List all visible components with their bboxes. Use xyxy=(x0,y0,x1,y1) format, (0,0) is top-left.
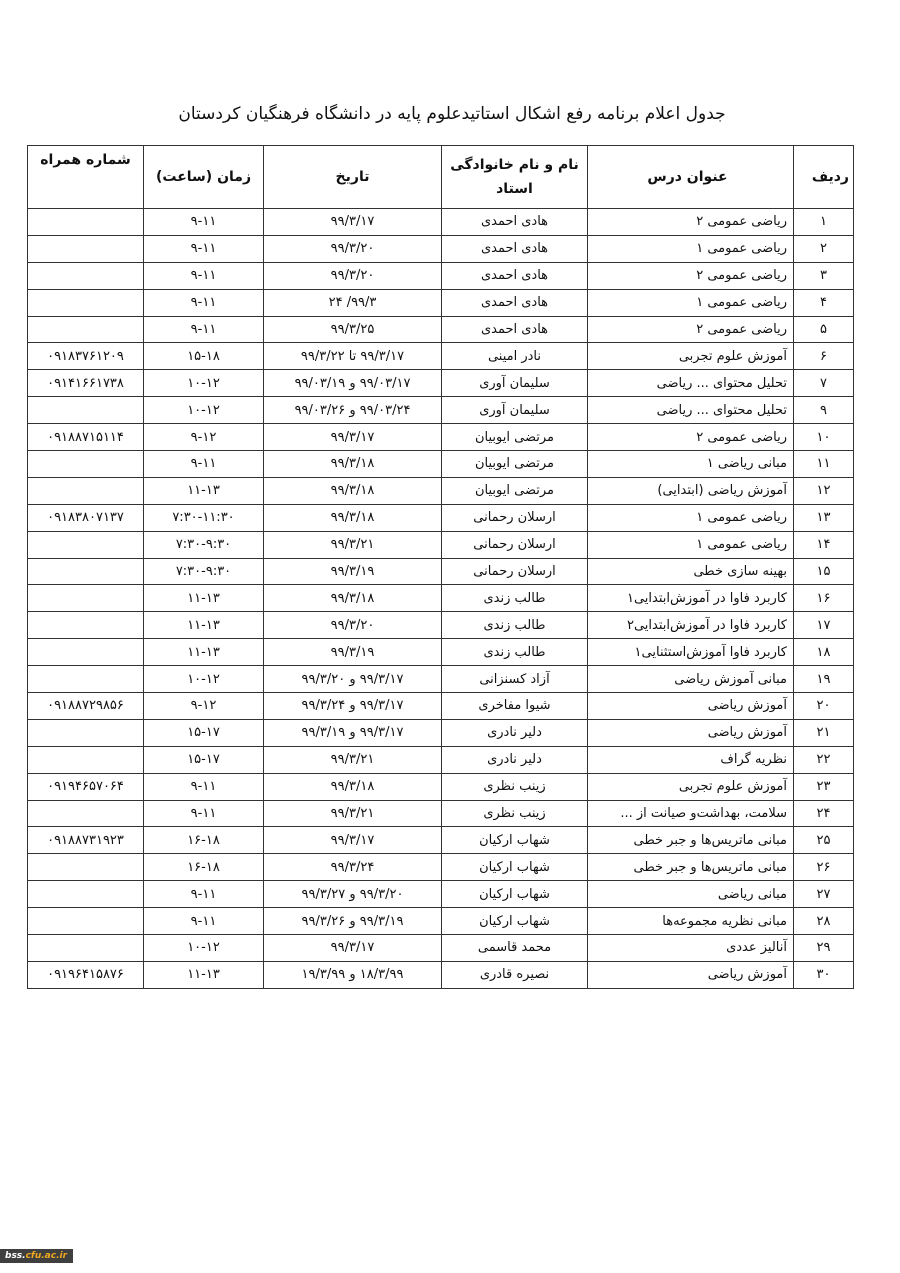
table-row xyxy=(28,800,854,827)
cell-phone: ۰۹۱۴۱۶۶۱۷۳۸ xyxy=(28,370,144,397)
cell-course-title: ریاضی عمومی ۲ xyxy=(588,424,794,451)
cell-date: ۹۹/۳/۱۷ و ۹۹/۳/۲۰ xyxy=(264,666,442,693)
cell-teacher-name: مرتضی ایوبیان xyxy=(442,424,588,451)
cell-row-number: ۲۰ xyxy=(794,693,854,720)
cell-row-number: ۶ xyxy=(794,343,854,370)
table-row xyxy=(28,370,854,397)
table-row xyxy=(28,451,854,478)
cell-time: ۱۱-۱۳ xyxy=(144,612,264,639)
table-row xyxy=(28,961,854,988)
cell-time: ۷:۳۰-۹:۳۰ xyxy=(144,558,264,585)
cell-time: ۹-۱۱ xyxy=(144,451,264,478)
cell-time: ۱۱-۱۳ xyxy=(144,477,264,504)
cell-date: ۹۹/۳/۱۸ xyxy=(264,585,442,612)
cell-course-title: سلامت، بهداشت‌و صیانت از ... xyxy=(588,800,794,827)
cell-teacher-name: هادی احمدی xyxy=(442,235,588,262)
table-row xyxy=(28,424,854,451)
header-teacher-line1: نام و نام خانوادگی xyxy=(450,157,579,173)
cell-teacher-name: شیوا مفاخری xyxy=(442,693,588,720)
cell-date: ۹۹/۳/۱۷ xyxy=(264,424,442,451)
table-row xyxy=(28,343,854,370)
cell-course-title: مبانی ماتریس‌ها و جبر خطی xyxy=(588,827,794,854)
cell-phone: ۰۹۱۹۴۶۵۷۰۶۴ xyxy=(28,773,144,800)
cell-phone: ۰۹۱۹۶۴۱۵۸۷۶ xyxy=(28,961,144,988)
cell-time: ۹-۱۱ xyxy=(144,881,264,908)
cell-teacher-name: هادی احمدی xyxy=(442,262,588,289)
cell-course-title: آموزش ریاضی xyxy=(588,719,794,746)
cell-time: ۹-۱۱ xyxy=(144,773,264,800)
cell-teacher-name: هادی احمدی xyxy=(442,289,588,316)
cell-date: ۹۹/۳/۱۷ xyxy=(264,209,442,236)
cell-time: ۷:۳۰-۹:۳۰ xyxy=(144,531,264,558)
cell-teacher-name: شهاب ارکیان xyxy=(442,908,588,935)
cell-teacher-name: سلیمان آوری xyxy=(442,397,588,424)
cell-phone xyxy=(28,235,144,262)
cell-course-title: کاربرد فاوا آموزش‌استثنایی۱ xyxy=(588,639,794,666)
table-row xyxy=(28,235,854,262)
cell-row-number: ۱۸ xyxy=(794,639,854,666)
cell-time: ۹-۱۱ xyxy=(144,908,264,935)
watermark-suffix: cfu.ac.ir xyxy=(25,1251,68,1261)
table-row xyxy=(28,316,854,343)
cell-phone xyxy=(28,316,144,343)
table-row xyxy=(28,827,854,854)
cell-row-number: ۱۱ xyxy=(794,451,854,478)
cell-row-number: ۲۲ xyxy=(794,746,854,773)
cell-course-title: آموزش ریاضی xyxy=(588,693,794,720)
cell-phone xyxy=(28,585,144,612)
cell-row-number: ۲۱ xyxy=(794,719,854,746)
table-row xyxy=(28,854,854,881)
cell-time: ۱۶-۱۸ xyxy=(144,827,264,854)
cell-date: ۹۹/۰۳/۱۷ و ۹۹/۰۳/۱۹ xyxy=(264,370,442,397)
cell-phone: ۰۹۱۸۸۷۱۵۱۱۴ xyxy=(28,424,144,451)
cell-teacher-name: آزاد کسنزانی xyxy=(442,666,588,693)
cell-phone xyxy=(28,397,144,424)
table-row xyxy=(28,881,854,908)
cell-phone: ۰۹۱۸۸۷۲۹۸۵۶ xyxy=(28,693,144,720)
cell-time: ۱۰-۱۲ xyxy=(144,370,264,397)
cell-teacher-name: سلیمان آوری xyxy=(442,370,588,397)
header-date: تاریخ xyxy=(264,146,442,209)
cell-row-number: ۱۴ xyxy=(794,531,854,558)
cell-time: ۱۵-۱۷ xyxy=(144,746,264,773)
cell-date: ۹۹/۳/۲۰ و ۹۹/۳/۲۷ xyxy=(264,881,442,908)
cell-teacher-name: طالب زندی xyxy=(442,612,588,639)
table-row xyxy=(28,908,854,935)
cell-course-title: آموزش ریاضی (ابتدایی) xyxy=(588,477,794,504)
cell-date: ۹۹/۳/۱۷ xyxy=(264,935,442,962)
header-teacher-name xyxy=(442,146,588,209)
cell-course-title: آموزش علوم تجربی xyxy=(588,343,794,370)
table-row xyxy=(28,773,854,800)
cell-course-title: کاربرد فاوا در آموزش‌ابتدایی۱ xyxy=(588,585,794,612)
cell-phone xyxy=(28,908,144,935)
cell-row-number: ۲ xyxy=(794,235,854,262)
cell-course-title: مبانی ریاضی ۱ xyxy=(588,451,794,478)
cell-time: ۹-۱۲ xyxy=(144,693,264,720)
cell-date: ۹۹/۳/۲۱ xyxy=(264,531,442,558)
cell-row-number: ۱۳ xyxy=(794,504,854,531)
cell-date: ۹۹/۳/۲۰ xyxy=(264,262,442,289)
cell-date: ۹۹/۳/۲۱ xyxy=(264,800,442,827)
header-phone: شماره همراه xyxy=(28,146,144,209)
cell-course-title: کاربرد فاوا در آموزش‌ابتدایی۲ xyxy=(588,612,794,639)
cell-time: ۱۰-۱۲ xyxy=(144,666,264,693)
cell-date: ۹۹/۳/۱۸ xyxy=(264,477,442,504)
cell-date: ۱۸/۳/۹۹ و ۱۹/۳/۹۹ xyxy=(264,961,442,988)
cell-row-number: ۱ xyxy=(794,209,854,236)
cell-row-number: ۲۹ xyxy=(794,935,854,962)
cell-time: ۱۱-۱۳ xyxy=(144,585,264,612)
cell-time: ۱۰-۱۲ xyxy=(144,397,264,424)
cell-date: ۹۹/۳/۱۷ و ۹۹/۳/۱۹ xyxy=(264,719,442,746)
cell-teacher-name: دلیر نادری xyxy=(442,719,588,746)
cell-phone xyxy=(28,854,144,881)
cell-row-number: ۳۰ xyxy=(794,961,854,988)
cell-date: ۹۹/۳/۱۸ xyxy=(264,451,442,478)
cell-date: ۹۹/۳/۱۸ xyxy=(264,773,442,800)
table-row xyxy=(28,504,854,531)
cell-row-number: ۱۰ xyxy=(794,424,854,451)
cell-row-number: ۹ xyxy=(794,397,854,424)
cell-teacher-name: شهاب ارکیان xyxy=(442,881,588,908)
cell-teacher-name: ارسلان رحمانی xyxy=(442,504,588,531)
cell-phone xyxy=(28,881,144,908)
cell-course-title: ریاضی عمومی ۲ xyxy=(588,316,794,343)
cell-row-number: ۲۴ xyxy=(794,800,854,827)
cell-course-title: نظریه گراف xyxy=(588,746,794,773)
cell-date: ۹۹/۳/۱۷ تا ۹۹/۳/۲۲ xyxy=(264,343,442,370)
table-row xyxy=(28,262,854,289)
table-row xyxy=(28,289,854,316)
cell-time: ۱۶-۱۸ xyxy=(144,854,264,881)
header-course-title: عنوان درس xyxy=(588,146,794,209)
cell-time: ۱۰-۱۲ xyxy=(144,935,264,962)
cell-time: ۱۱-۱۳ xyxy=(144,639,264,666)
site-watermark-badge xyxy=(0,1249,73,1263)
cell-date: ۹۹/۳/۱۷ xyxy=(264,827,442,854)
cell-course-title: تحلیل محتوای ... ریاضی xyxy=(588,397,794,424)
table-row xyxy=(28,397,854,424)
cell-phone xyxy=(28,719,144,746)
cell-course-title: ریاضی عمومی ۱ xyxy=(588,531,794,558)
cell-phone xyxy=(28,800,144,827)
cell-time: ۹-۱۲ xyxy=(144,424,264,451)
page-title-text: جدول اعلام برنامه رفع اشکال استاتیدعلوم پایه در دانشگاه فرهنگیان کردستان xyxy=(178,104,726,124)
cell-phone xyxy=(28,935,144,962)
table-row xyxy=(28,531,854,558)
cell-row-number: ۳ xyxy=(794,262,854,289)
cell-teacher-name: ارسلان رحمانی xyxy=(442,558,588,585)
cell-row-number: ۱۶ xyxy=(794,585,854,612)
cell-course-title: ریاضی عمومی ۲ xyxy=(588,209,794,236)
cell-row-number: ۷ xyxy=(794,370,854,397)
cell-date: ۹۹/۳/۲۰ xyxy=(264,612,442,639)
cell-course-title: ریاضی عمومی ۲ xyxy=(588,262,794,289)
table-body xyxy=(28,209,854,989)
table-row xyxy=(28,639,854,666)
cell-row-number: ۵ xyxy=(794,316,854,343)
cell-teacher-name: مرتضی ایوبیان xyxy=(442,451,588,478)
cell-course-title: ریاضی عمومی ۱ xyxy=(588,235,794,262)
cell-teacher-name: محمد قاسمی xyxy=(442,935,588,962)
cell-phone xyxy=(28,289,144,316)
cell-time: ۹-۱۱ xyxy=(144,316,264,343)
cell-teacher-name: دلیر نادری xyxy=(442,746,588,773)
cell-teacher-name: نادر امینی xyxy=(442,343,588,370)
cell-teacher-name: مرتضی ایوبیان xyxy=(442,477,588,504)
cell-row-number: ۲۶ xyxy=(794,854,854,881)
cell-phone xyxy=(28,451,144,478)
table-row xyxy=(28,666,854,693)
cell-row-number: ۱۲ xyxy=(794,477,854,504)
table-row xyxy=(28,746,854,773)
cell-course-title: آموزش ریاضی xyxy=(588,961,794,988)
cell-phone: ۰۹۱۸۸۷۳۱۹۲۳ xyxy=(28,827,144,854)
cell-course-title: ریاضی عمومی ۱ xyxy=(588,289,794,316)
cell-course-title: مبانی ماتریس‌ها و جبر خطی xyxy=(588,854,794,881)
cell-date: ۹۹/۳/۱۹ و ۹۹/۳/۲۶ xyxy=(264,908,442,935)
cell-time: ۱۱-۱۳ xyxy=(144,961,264,988)
cell-teacher-name: زینب نظری xyxy=(442,773,588,800)
cell-row-number: ۴ xyxy=(794,289,854,316)
cell-row-number: ۲۷ xyxy=(794,881,854,908)
cell-time: ۷:۳۰-۱۱:۳۰ xyxy=(144,504,264,531)
cell-teacher-name: شهاب ارکیان xyxy=(442,827,588,854)
cell-phone xyxy=(28,558,144,585)
cell-time: ۱۵-۱۷ xyxy=(144,719,264,746)
cell-time: ۹-۱۱ xyxy=(144,209,264,236)
cell-date: ۹۹/۳/۲۰ xyxy=(264,235,442,262)
cell-phone: ۰۹۱۸۳۷۶۱۲۰۹ xyxy=(28,343,144,370)
cell-course-title: مبانی ریاضی xyxy=(588,881,794,908)
cell-phone xyxy=(28,639,144,666)
cell-time: ۱۵-۱۸ xyxy=(144,343,264,370)
table-row xyxy=(28,558,854,585)
cell-phone xyxy=(28,477,144,504)
table-row xyxy=(28,585,854,612)
cell-course-title: ریاضی عمومی ۱ xyxy=(588,504,794,531)
cell-teacher-name: هادی احمدی xyxy=(442,209,588,236)
watermark-prefix: bss. xyxy=(5,1251,26,1261)
cell-course-title: مبانی نظریه مجموعه‌ها xyxy=(588,908,794,935)
cell-course-title: تحلیل محتوای ... ریاضی xyxy=(588,370,794,397)
cell-course-title: آموزش علوم تجربی xyxy=(588,773,794,800)
cell-phone xyxy=(28,746,144,773)
cell-date: ۹۹/۳/۲۱ xyxy=(264,746,442,773)
cell-teacher-name: طالب زندی xyxy=(442,585,588,612)
cell-phone xyxy=(28,209,144,236)
cell-phone xyxy=(28,531,144,558)
cell-date: ۹۹/۰۳/۲۴ و ۹۹/۰۳/۲۶ xyxy=(264,397,442,424)
table-row xyxy=(28,612,854,639)
cell-phone xyxy=(28,262,144,289)
cell-row-number: ۱۵ xyxy=(794,558,854,585)
cell-row-number: ۲۵ xyxy=(794,827,854,854)
cell-phone: ۰۹۱۸۳۸۰۷۱۳۷ xyxy=(28,504,144,531)
table-row xyxy=(28,693,854,720)
cell-teacher-name: شهاب ارکیان xyxy=(442,854,588,881)
cell-row-number: ۲۳ xyxy=(794,773,854,800)
table-header-row xyxy=(28,146,854,209)
cell-teacher-name: نصیره قادری xyxy=(442,961,588,988)
cell-row-number: ۱۹ xyxy=(794,666,854,693)
cell-date: ۹۹/۳/۲۵ xyxy=(264,316,442,343)
cell-course-title: آنالیز عددی xyxy=(588,935,794,962)
cell-date: ۹۹/۳/۱۹ xyxy=(264,558,442,585)
cell-course-title: بهینه سازی خطی xyxy=(588,558,794,585)
header-row-number: ردیف xyxy=(794,146,854,209)
cell-phone xyxy=(28,666,144,693)
cell-date: ۹۹/۳/ ۲۴ xyxy=(264,289,442,316)
table-row xyxy=(28,209,854,236)
cell-date: ۹۹/۳/۱۷ و ۹۹/۳/۲۴ xyxy=(264,693,442,720)
page-title xyxy=(0,104,900,124)
cell-teacher-name: هادی احمدی xyxy=(442,316,588,343)
header-time: زمان (ساعت) xyxy=(144,146,264,209)
cell-time: ۹-۱۱ xyxy=(144,235,264,262)
cell-date: ۹۹/۳/۱۹ xyxy=(264,639,442,666)
header-teacher-line2: استاد xyxy=(496,181,533,197)
table-row xyxy=(28,719,854,746)
cell-date: ۹۹/۳/۲۴ xyxy=(264,854,442,881)
cell-row-number: ۱۷ xyxy=(794,612,854,639)
cell-time: ۹-۱۱ xyxy=(144,800,264,827)
cell-teacher-name: ارسلان رحمانی xyxy=(442,531,588,558)
table-row xyxy=(28,477,854,504)
cell-time: ۹-۱۱ xyxy=(144,289,264,316)
schedule-table xyxy=(27,145,854,989)
cell-teacher-name: زینب نظری xyxy=(442,800,588,827)
cell-phone xyxy=(28,612,144,639)
cell-course-title: مبانی آموزش ریاضی xyxy=(588,666,794,693)
cell-time: ۹-۱۱ xyxy=(144,262,264,289)
table-row xyxy=(28,935,854,962)
cell-teacher-name: طالب زندی xyxy=(442,639,588,666)
cell-date: ۹۹/۳/۱۸ xyxy=(264,504,442,531)
cell-row-number: ۲۸ xyxy=(794,908,854,935)
